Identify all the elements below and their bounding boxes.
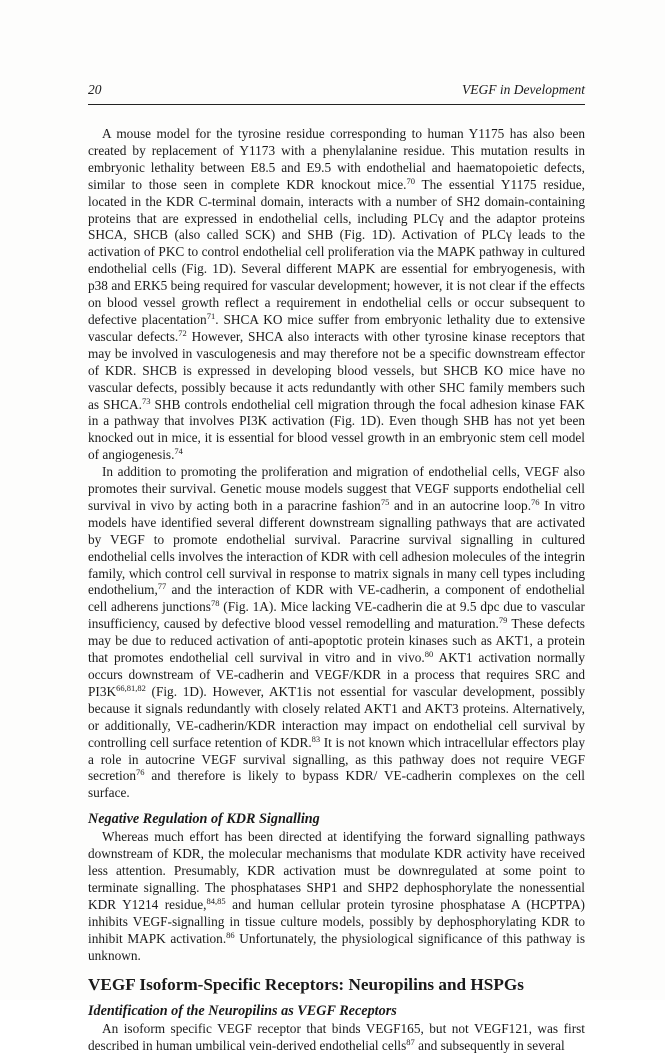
paragraph-3: Whereas much effort has been directed at identifying the forward signalling pathways downstream of KDR, the molecular mechanisms that modulate KDR activity have received less attention. Presumably, KDR activation must be downregulated at some point to terminate signalling. The phosphatases SHP1 and SHP2 dephosphorylate the nonessential KDR Y1214 residue,$^{84,85}$ and human cellular protein tyrosine phosphatase A (HCPTPA) inhibits VEGF-signalling in tissue culture models, possibly by dephosphorylating KDR to inhibit MAPK activation.$^{86}$ Unfortunately, the physiological significance of this pathway is unknown. xyxy=(88,829,585,963)
paragraph-1: A mouse model for the tyrosine residue corresponding to human Y1175 has also been created by replacement of Y1173 with a phenylalanine residue. This mutation results in embryonic lethality between E8.5 and E9.5 with endothelial and haematopoietic defects, similar to those seen in complete KDR knockout mice.$^{70}$ The essential Y1175 residue, located in the KDR C-terminal domain, interacts with a number of SH2 domain-containing proteins that are expressed in endothelial cells, including PLCγ and the adaptor proteins SHCA, SHCB (also called SCK) and SHB (Fig. 1D). Activation of PLCγ leads to the activation of PKC to control endothelial cell proliferation via the MAPK pathway in cultured endothelial cells (Fig. 1D). Several different MAPK are essential for embryogenesis, with p38 and ERK5 being required for vascular development; however, it is not clear if the effects on blood vessel growth reflect a requirement in endothelial cells or occur subsequent to defective placentation$^{71}$. SHCA KO mice suffer from embryonic lethality due to extensive vascular defects.$^{72}$ However, SHCA also interacts with other tyrosine kinase receptors that may be involved in vasculogenesis and may therefore not be a specific downstream effector of KDR. SHCB is expressed in developing blood vessels, but SHCB KO mice have no vascular defects, possibly because it acts redundantly with other SHC family members such as SHCA.$^{73}$ SHB controls endothelial cell migration through the focal adhesion kinase FAK in a pathway that involves PI3K activation (Fig. 1D). Even though SHB has not yet been knocked out in mice, it is essential for blood vessel growth in an embryonic stem cell model of angiogenesis.$^{74}$ xyxy=(88,126,586,463)
section-heading-isoform-receptors: VEGF Isoform-Specific Receptors: Neuropilins and HSPGs xyxy=(88,975,524,995)
page-number: 20 xyxy=(88,82,102,97)
paragraph-4: An isoform specific VEGF receptor that binds VEGF165, but not VEGF121, was first described in human umbilical vein-derived endothelial cells$^{87}$ and subsequently in several xyxy=(88,1021,585,1054)
running-title: VEGF in Development xyxy=(462,82,585,97)
subheading-identification: Identification of the Neuropilins as VEGF Receptors xyxy=(88,1003,397,1020)
paragraph-2: In addition to promoting the proliferation and migration of endothelial cells, VEGF also promotes their survival. Genetic mouse models suggest that VEGF supports endothelial cell survival in vivo by acting both in a paracrine fashion$^{75}$ and in an autocrine loop.$^{76}$ In vitro models have identified several different downstream signalling pathways that are activated by VEGF to promote endothelial survival. Paracrine survival signalling in cultured endothelial cells involves the interaction of KDR with cell adhesion molecules of the integrin family, which control cell survival in response to matrix signals in many cell types including endothelium,$^{77}$ and the interaction of KDR with VE-cadherin, a component of endothelial cell adherens junctions$^{78}$ (Fig. 1A). Mice lacking VE-cadherin die at 9.5 dpc due to vascular insufficiency, caused by defective blood vessel remodelling and maturation.$^{79}$ These defects may be due to reduced activation of anti-apoptotic protein kinases such as AKT1, a protein that promotes endothelial cell survival in vitro and in vivo.$^{80}$ AKT1 activation normally occurs downstream of VE-cadherin and VEGF/KDR in a process that requires SRC and $PI3K^{66,81,82}$ (Fig. 1D). However, AKT1is not essential for vascular development, possibly because it signals redundantly with closely related AKT1 and AKT3 proteins. Alternatively, or additionally, VE-cadherin/KDR interaction may impact on endothelial cell survival by controlling cell surface retention of KDR.$^{83}$ It is not known which intracellular effectors play a role in autocrine VEGF survival signalling, as this pathway does not require VEGF secretion$^{76}$ and therefore is likely to bypass KDR/ VE-cadherin complexes on the cell surface. xyxy=(88,464,585,801)
page-header xyxy=(88,82,585,105)
body-text xyxy=(88,126,585,1055)
subheading-negative-regulation: Negative Regulation of KDR Signalling xyxy=(88,811,320,828)
